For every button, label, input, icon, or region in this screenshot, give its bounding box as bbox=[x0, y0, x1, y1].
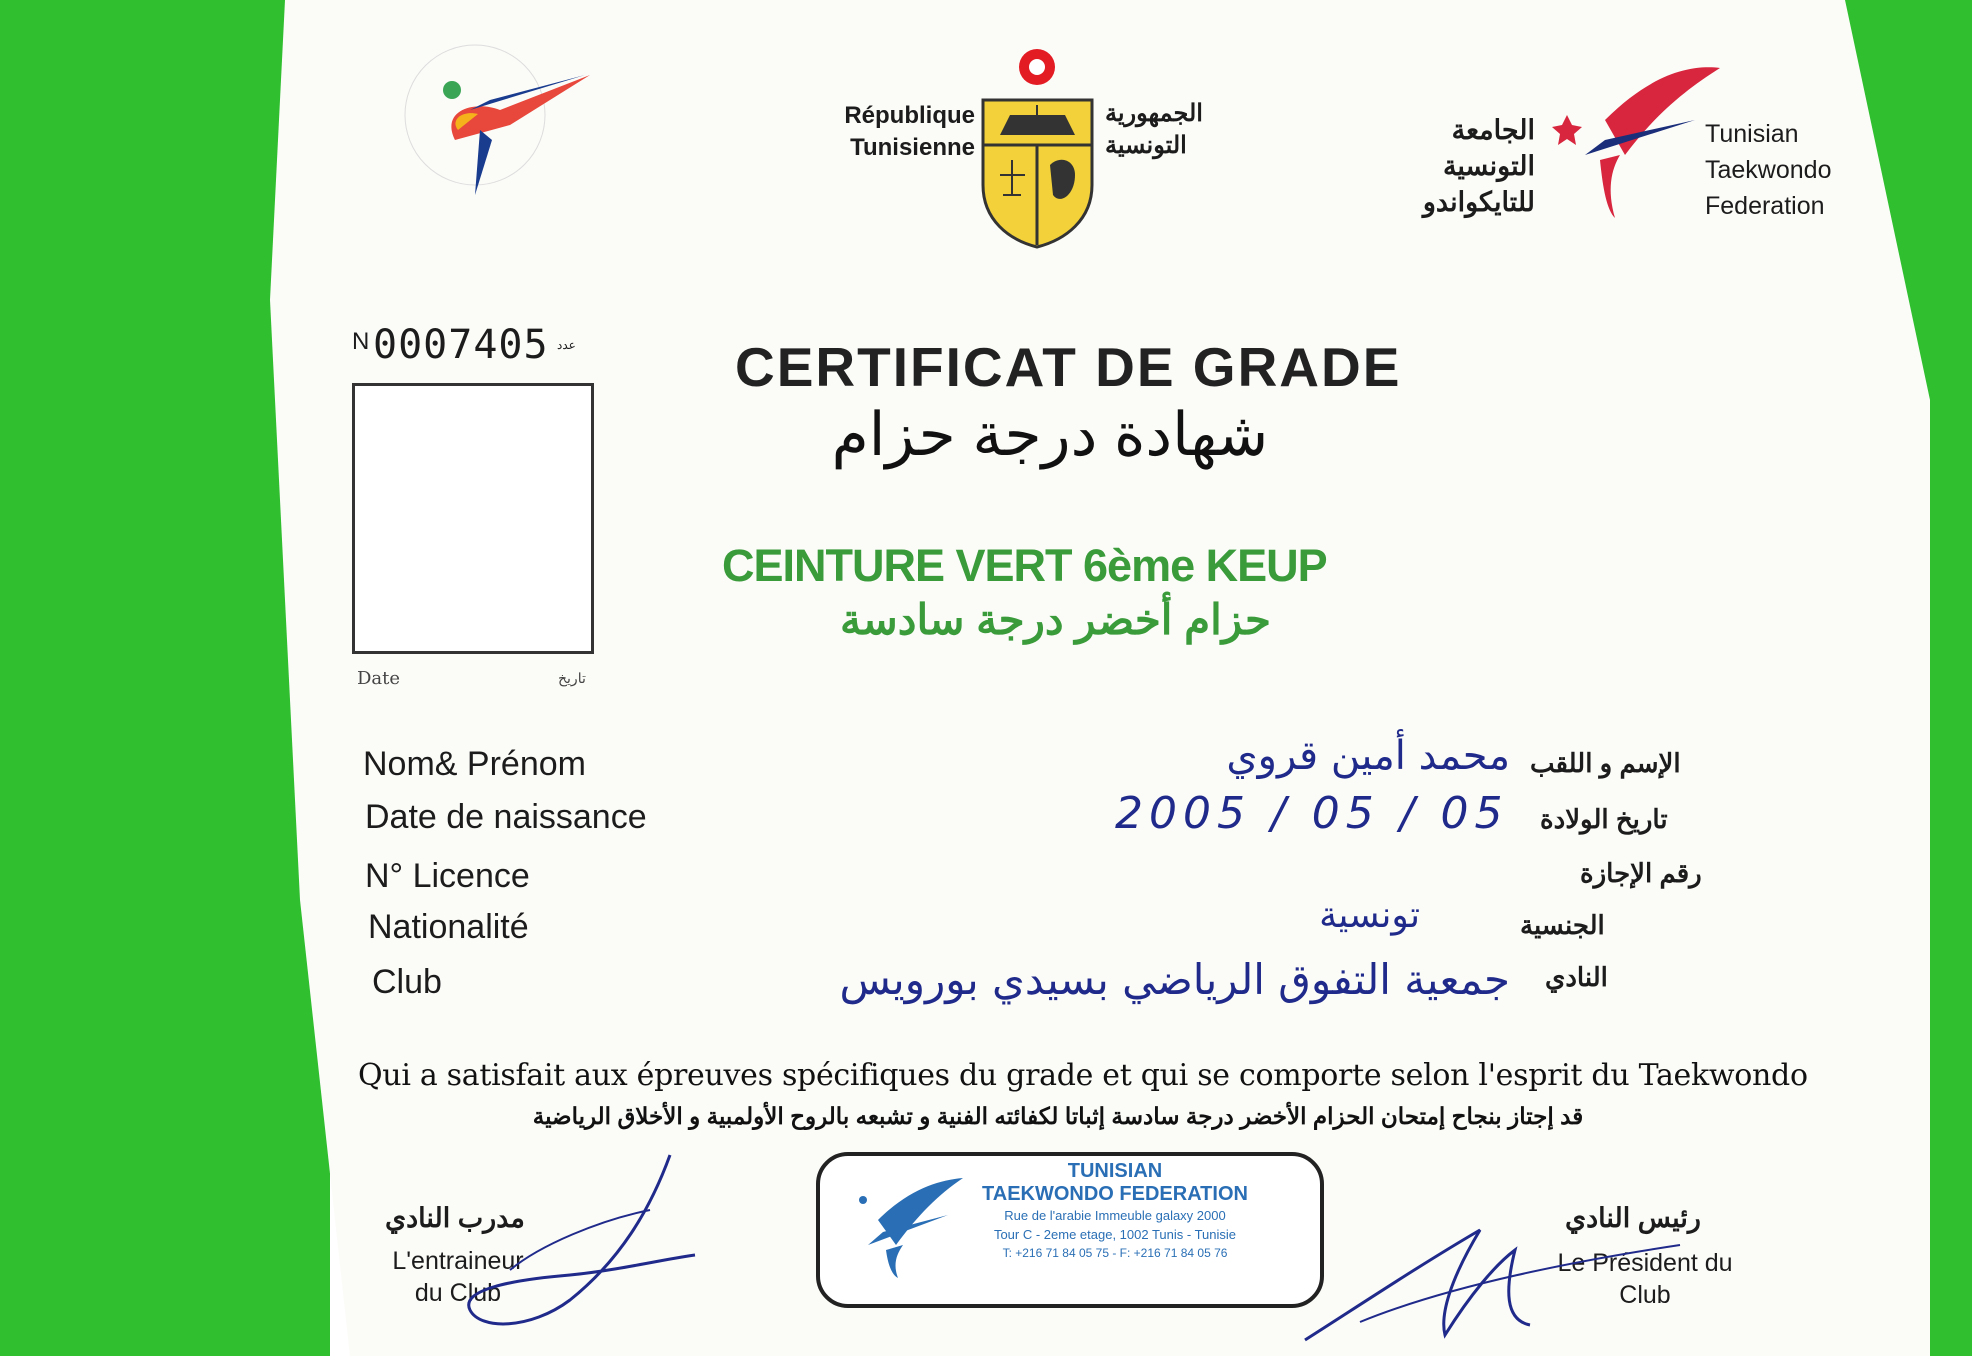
stamp-line5: T: +216 71 84 05 75 - F: +216 71 84 05 76 bbox=[1002, 1246, 1228, 1260]
field-label-ar-birthdate: تاريخ الولادة bbox=[1540, 804, 1668, 834]
field-label-ar-licence: رقم الإجازة bbox=[1580, 858, 1702, 888]
federation-ar-line1: الجامعة bbox=[1451, 115, 1535, 145]
federation-logo bbox=[1545, 60, 1725, 225]
republic-fr-text bbox=[835, 100, 975, 164]
federation-en-line2: Taekwondo bbox=[1705, 156, 1832, 184]
federation-ar-line3: للتايكواندو bbox=[1422, 187, 1535, 217]
trainer-label-fr-line1: L'entraineur bbox=[392, 1247, 524, 1275]
certificate-number-ar-label: عدد bbox=[557, 338, 576, 352]
federation-ar-line2: التونسية bbox=[1442, 151, 1535, 181]
trainer-signature bbox=[450, 1150, 710, 1340]
field-label-ar-name: الإسم و اللقب bbox=[1530, 748, 1681, 778]
grade-title-ar: حزام أخضر درجة سادسة bbox=[840, 596, 1271, 643]
stamp-line4: Tour C - 2eme etage, 1002 Tunis - Tunisie bbox=[993, 1227, 1237, 1242]
president-label-ar: رئيس النادي bbox=[1565, 1203, 1701, 1233]
field-value-club: جمعية التفوق الرياضي بسيدي بورويس bbox=[839, 955, 1510, 1004]
federation-en-text bbox=[1705, 116, 1831, 224]
stamp-text bbox=[955, 1160, 1275, 1260]
field-label-fr-club: Club bbox=[372, 963, 442, 1001]
photo-box bbox=[352, 383, 594, 654]
federation-ar-text bbox=[1360, 112, 1535, 220]
republic-fr-line2: Tunisienne bbox=[850, 134, 975, 161]
field-value-nationality: تونسية bbox=[1319, 895, 1420, 936]
stamp-logo bbox=[848, 1170, 968, 1280]
stamp-line3: Rue de l'arabie Immeuble galaxy 2000 bbox=[1004, 1208, 1226, 1223]
field-label-fr-nationality: Nationalité bbox=[368, 908, 529, 946]
federation-en-line3: Federation bbox=[1705, 192, 1825, 220]
president-label-fr-line1: Le Président du bbox=[1557, 1249, 1733, 1277]
world-taekwondo-logo bbox=[380, 30, 600, 200]
field-label-fr-licence: N° Licence bbox=[365, 857, 530, 895]
photo-date-label-ar: تاريخ bbox=[558, 670, 586, 686]
certificate-number-prefix: N bbox=[352, 328, 370, 355]
field-value-birthdate: 2005 / 05 / 05 bbox=[1115, 788, 1509, 839]
grade-title-fr: CEINTURE VERT 6ème KEUP bbox=[722, 540, 1327, 591]
trainer-label-fr-line2: du Club bbox=[414, 1279, 502, 1307]
republic-ar-line1: الجمهورية bbox=[1105, 100, 1203, 127]
statement-fr: Qui a satisfait aux épreuves spécifiques du grade et qui se comporte selon l'esprit du Taekwondo bbox=[358, 1058, 1808, 1093]
stamp-line1: TUNISIAN bbox=[1067, 1160, 1163, 1182]
field-label-ar-nationality: الجنسية bbox=[1520, 910, 1605, 940]
trainer-label-ar: مدرب النادي bbox=[385, 1203, 525, 1233]
republic-ar-line2: التونسية bbox=[1105, 132, 1187, 159]
field-value-name: محمد أمين قروي bbox=[1226, 733, 1510, 779]
certificate-title-ar: شهادة درجة حزام bbox=[831, 401, 1269, 468]
republic-fr-line1: République bbox=[844, 102, 975, 129]
field-label-fr-name: Nom& Prénom bbox=[363, 745, 586, 783]
field-label-fr-birthdate: Date de naissance bbox=[365, 798, 647, 836]
certificate-title-fr: CERTIFICAT DE GRADE bbox=[735, 336, 1402, 398]
photo-date-label: Date bbox=[357, 668, 401, 689]
coat-of-arms-emblem bbox=[975, 45, 1100, 250]
field-label-ar-club: النادي bbox=[1545, 962, 1608, 992]
president-label-fr-line2: Club bbox=[1619, 1281, 1671, 1309]
republic-ar-text bbox=[1105, 98, 1225, 162]
certificate-number: 0007405 bbox=[373, 322, 549, 368]
federation-en-line1: Tunisian bbox=[1705, 120, 1799, 148]
stamp-line2: TAEKWONDO FEDERATION bbox=[982, 1183, 1248, 1205]
statement-ar: قد إجتاز بنجاح إمتحان الحزام الأخضر درجة سادسة إثباتا لكفائته الفنية و تشبعه بالروح الأولمبية و الأخلاق الرياضية bbox=[532, 1103, 1584, 1129]
president-signature bbox=[1300, 1210, 1700, 1350]
